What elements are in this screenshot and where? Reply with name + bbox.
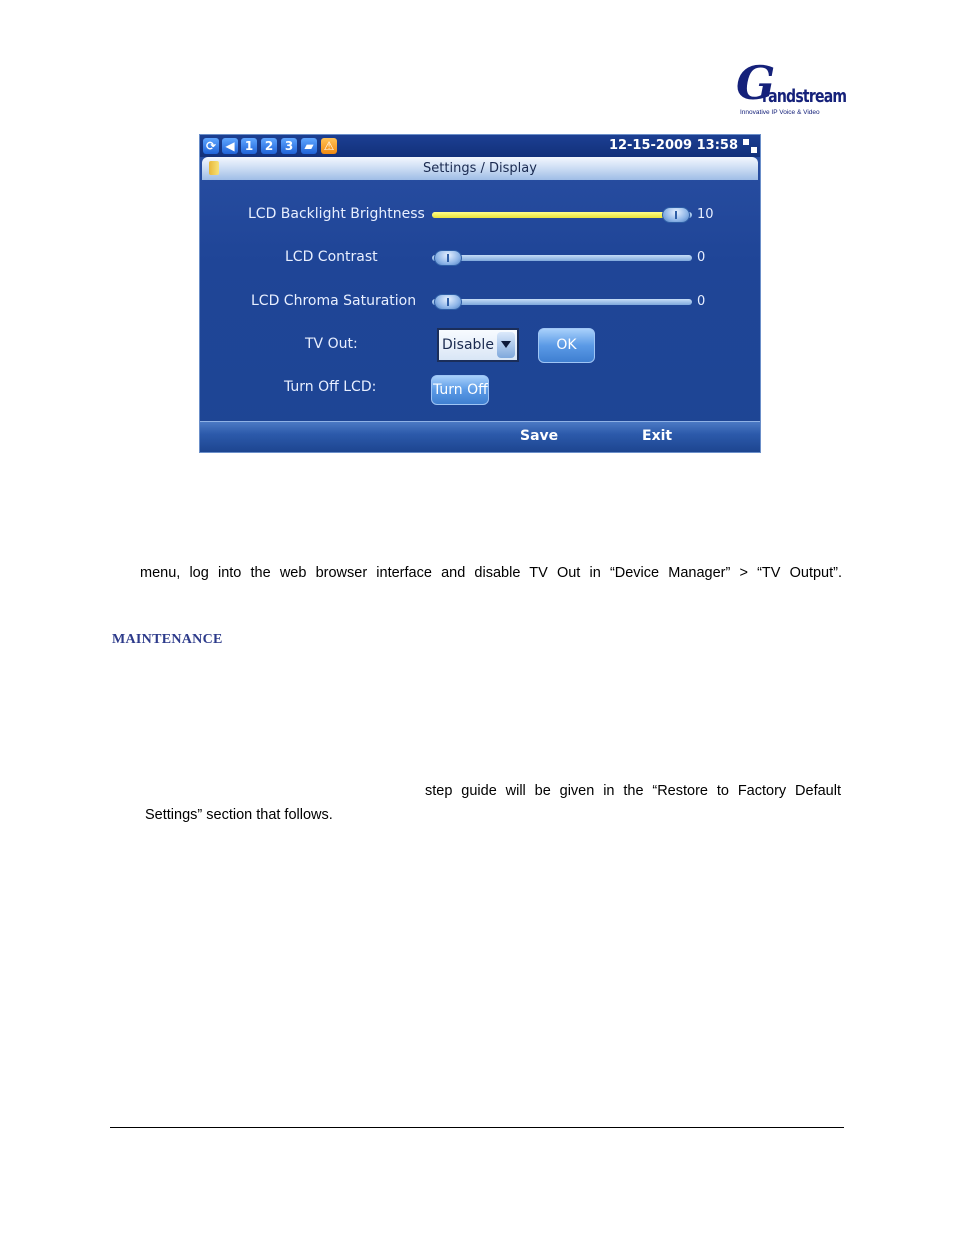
- save-softkey[interactable]: Save: [520, 428, 559, 444]
- tv-out-label: TV Out:: [305, 336, 358, 352]
- chroma-value: 0: [697, 294, 706, 309]
- maintenance-para-line1: step guide will be given in the “Restore to Factory Default: [425, 783, 841, 799]
- logo-word: randstream: [762, 86, 847, 107]
- chevron-down-icon[interactable]: [497, 332, 515, 358]
- line-3-icon[interactable]: 3: [281, 138, 297, 154]
- contrast-label: LCD Contrast: [285, 249, 378, 265]
- backlight-slider-fill: [432, 212, 676, 218]
- chroma-slider-knob[interactable]: [434, 294, 462, 310]
- backlight-slider-knob[interactable]: [662, 207, 690, 223]
- tv-out-note: menu, log into the web browser interface and disable TV Out in “Device Manager” > “TV Output”.: [140, 565, 842, 581]
- chroma-slider[interactable]: [432, 299, 692, 305]
- backlight-slider[interactable]: [432, 212, 692, 218]
- status-datetime: 12-15-2009 13:58: [608, 138, 738, 153]
- ok-button[interactable]: OK: [538, 328, 595, 363]
- status-bar: [200, 135, 760, 157]
- grid-icon: [743, 139, 757, 153]
- contrast-value: 0: [697, 250, 706, 265]
- logo-tagline: Innovative IP Voice & Video: [740, 109, 820, 116]
- alert-icon: ⚠: [321, 138, 337, 154]
- maintenance-para-line2: Settings” section that follows.: [145, 807, 333, 823]
- turn-off-lcd-button[interactable]: Turn Off: [431, 375, 489, 405]
- refresh-icon: ⟳: [203, 138, 219, 154]
- turn-off-lcd-label: Turn Off LCD:: [284, 379, 377, 395]
- tv-out-select[interactable]: [437, 328, 519, 362]
- display-settings-screenshot: [199, 134, 761, 453]
- screen-title: Settings / Display: [423, 161, 537, 176]
- line-2-icon[interactable]: 2: [261, 138, 277, 154]
- logo-initial: G: [736, 56, 776, 110]
- backlight-value: 10: [697, 207, 714, 222]
- chroma-label: LCD Chroma Saturation: [251, 293, 417, 309]
- exit-softkey[interactable]: Exit: [642, 428, 673, 444]
- tv-out-selected-value: Disable: [442, 337, 494, 353]
- footer-divider: [110, 1127, 844, 1128]
- section-heading: MAINTENANCE: [112, 632, 223, 647]
- title-bar: [202, 157, 758, 180]
- softkey-bar: [200, 421, 760, 452]
- folder-icon: ▰: [301, 138, 317, 154]
- speaker-icon: ◀: [222, 138, 238, 154]
- line-1-icon[interactable]: 1: [241, 138, 257, 154]
- contrast-slider[interactable]: [432, 255, 692, 261]
- backlight-label: LCD Backlight Brightness: [248, 206, 425, 222]
- grandstream-logo: [736, 56, 847, 120]
- contrast-slider-knob[interactable]: [434, 250, 462, 266]
